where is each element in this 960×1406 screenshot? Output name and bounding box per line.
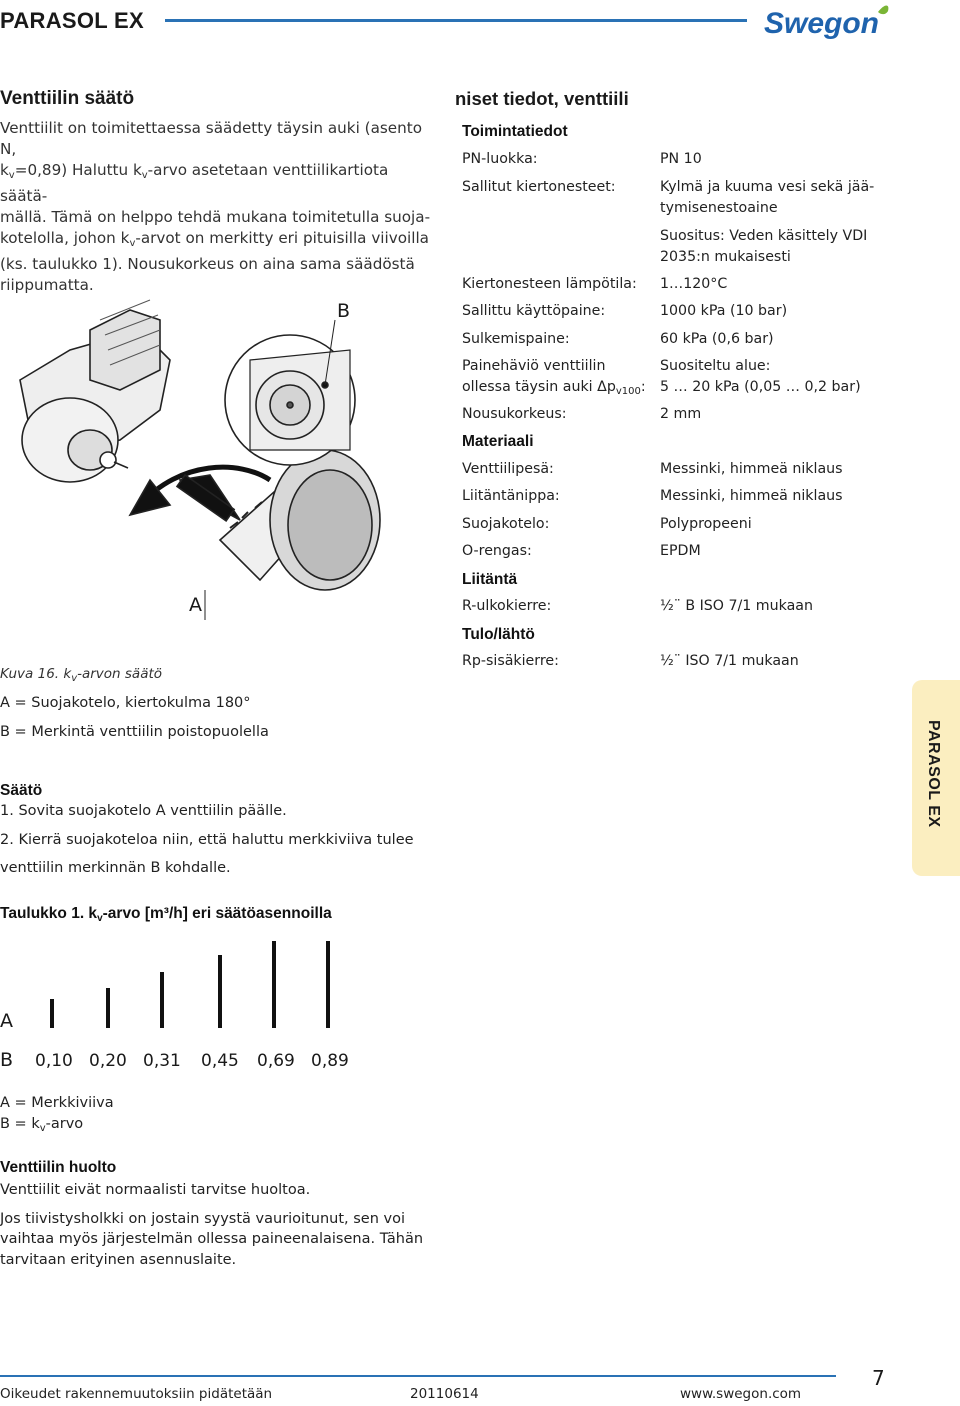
logo-text: Swegon (764, 7, 880, 40)
footer-rights: Oikeudet rakennemuutoksiin pidätetään (0, 1386, 273, 1402)
valve-illustration (10, 290, 430, 630)
fluid-rec-1: Suositus: Veden käsittely VDI (660, 228, 868, 244)
step-1: 1. Sovita suojakotelo A venttiilin päälle. (0, 803, 287, 819)
footer-date: 20110614 (410, 1386, 479, 1402)
oring-value: EPDM (660, 543, 701, 559)
footer-rule (0, 1375, 836, 1377)
kv-value: 0,20 (89, 1051, 127, 1071)
int-thread-value: ½¨ ISO 7/1 mukaan (660, 653, 799, 669)
marker-line-2 (106, 988, 110, 1028)
body-label: Venttiilipesä: (462, 461, 554, 477)
cap-label: Suojakotelo: (462, 516, 550, 532)
pn-value: PN 10 (660, 151, 702, 167)
tech-sec-flow: Tulo/lähtö (462, 626, 535, 643)
table-legend-b: $B = k_v$-arvo (0, 1116, 84, 1134)
int-thread-label: Rp-sisäkierre: (462, 653, 559, 669)
marker-line-1 (50, 999, 54, 1028)
tech-sec-material: Materiaali (462, 433, 534, 450)
nipple-value: Messinki, himmeä niklaus (660, 488, 843, 504)
drop-label-1: Painehäviö venttiilin (462, 358, 606, 374)
nipple-label: Liitäntänippa: (462, 488, 560, 504)
side-tab (912, 680, 960, 876)
step-2: 2. Kierrä suojakoteloa niin, että haluttu merkkiviiva tulee (0, 832, 414, 848)
ext-thread-label: R-ulkokierre: (462, 598, 552, 614)
table-legend-a: A = Merkkiviiva (0, 1095, 114, 1111)
service-line-1: Venttiilit eivät normaalisti tarvitse huoltoa. (0, 1182, 311, 1198)
kv-value: 0,69 (257, 1051, 295, 1071)
drop-value-1: Suositeltu alue: (660, 358, 771, 374)
table-row-b-label: B (0, 1049, 14, 1071)
tech-sec-connection: Liitäntä (462, 571, 518, 588)
service-para-line-3: tarvitaan erityinen asennuslaite. (0, 1252, 237, 1268)
marker-line-6 (326, 941, 330, 1028)
service-para-line-1: Jos tiivistysholkki on jostain syystä vaurioitunut, sen voi (0, 1211, 405, 1227)
closing-value: 60 kPa (0,6 bar) (660, 331, 774, 347)
fluid-value-2: tymisenestoaine (660, 200, 778, 216)
service-title: Venttiilin huolto (0, 1159, 117, 1176)
figure-label-b: B (337, 300, 351, 322)
figure-label-a: A (189, 594, 202, 616)
logo-leaf-icon (878, 5, 888, 14)
kv-value: 0,10 (35, 1051, 73, 1071)
swegon-logo (760, 2, 960, 42)
pressure-label: Sallittu käyttöpaine: (462, 303, 606, 319)
table-row-a-label: A (0, 1010, 13, 1032)
ext-thread-value: ½¨ B ISO 7/1 mukaan (660, 598, 813, 614)
kv-value: 0,89 (311, 1051, 349, 1071)
page-number: 7 (872, 1366, 885, 1390)
steps-title: Säätö (0, 782, 43, 799)
step-2-cont: venttiilin merkinnän B kohdalle. (0, 860, 231, 876)
closing-label: Sulkemispaine: (462, 331, 570, 347)
service-para-line-2: vaihtaa myös järjestelmän ollessa paineenalaisena. Tähän (0, 1231, 424, 1247)
body-value: Messinki, himmeä niklaus (660, 461, 843, 477)
footer-url[interactable]: www.swegon.com (680, 1386, 802, 1402)
header-rule (165, 19, 747, 22)
figure-caption: Kuva 16. $k_v$-arvon säätö (0, 666, 163, 684)
table-title: Taulukko 1. $k_v$-arvo [m³/h] eri säätöasennoilla (0, 905, 332, 924)
marker-line-3 (160, 972, 164, 1028)
fluid-label: Sallitut kiertonesteet: (462, 179, 616, 195)
cap-value: Polypropeeni (660, 516, 752, 532)
lift-label: Nousukorkeus: (462, 406, 567, 422)
adjust-paragraph: Venttiilit on toimitettaessa säädetty täysin auki (asento N, $k_v=0,89$) Haluttu $k_v$-arvo asetetaan venttiilikartiota säätä- mällä. Tämä on helppo tehdä mukana toimitetulla suoja- kotelolla, johon $k_v$-arvot on merkitty eri pituisilla viivoilla (ks. taulukko 1). Nousukorkeus on aina sama säädöstä riippumatta. (0, 119, 431, 294)
side-tab-label: PARASOL EX (925, 720, 942, 828)
tech-sec-operation: Toimintatiedot (462, 123, 568, 140)
marker-line-4 (218, 955, 222, 1028)
lift-value: 2 mm (660, 406, 702, 422)
pressure-value: 1000 kPa (10 bar) (660, 303, 788, 319)
legend-a: A = Suojakotelo, kiertokulma 180° (0, 695, 251, 711)
temp-value: 1…120°C (660, 276, 728, 292)
fluid-rec-2: 2035:n mukaisesti (660, 249, 791, 265)
fluid-value-1: Kylmä ja kuuma vesi sekä jää- (660, 179, 875, 195)
legend-b: B = Merkintä venttiilin poistopuolella (0, 724, 269, 740)
section-title-adjust: Venttiilin säätö (0, 88, 135, 109)
section-title-tech: niset tiedot, venttiili (455, 88, 629, 109)
document-title: PARASOL EX (0, 8, 144, 33)
drop-label-2: ollessa täysin auki $\Delta p_{v100}$: (462, 379, 646, 397)
kv-value: 0,31 (143, 1051, 181, 1071)
pn-label: PN-luokka: (462, 151, 538, 167)
drop-value-2: 5 … 20 kPa (0,05 … 0,2 bar) (660, 379, 861, 395)
kv-value: 0,45 (201, 1051, 239, 1071)
temp-label: Kiertonesteen lämpötila: (462, 276, 637, 292)
oring-label: O-rengas: (462, 543, 532, 559)
marker-line-5 (272, 941, 276, 1028)
